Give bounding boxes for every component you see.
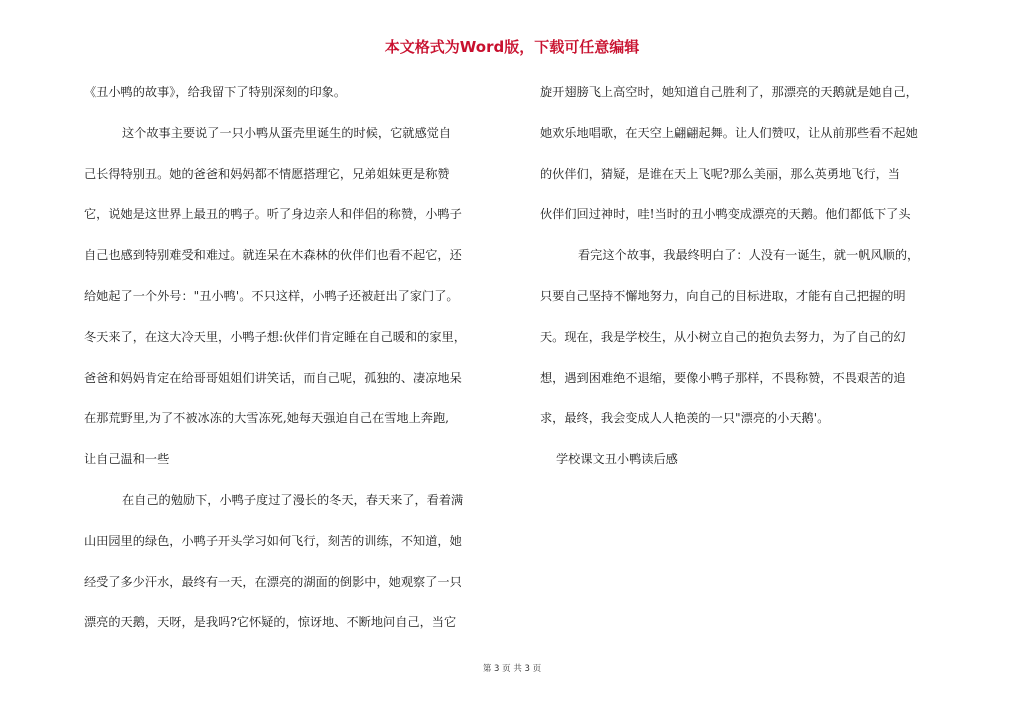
text-line: 求，最终，我会变成人人艳羡的一只"漂亮的小天鹅'。 — [540, 411, 830, 426]
text-line: 旋开翅膀飞上高空时，她知道自己胜利了，那漂亮的天鹅就是她自己， — [540, 85, 918, 99]
text-line: 爸爸和妈妈肯定在给哥哥姐姐们讲笑话，而自己呢，孤独的、凄凉地呆 — [84, 370, 462, 385]
text-line: 自己也感到特别难受和难过。就连呆在木森林的伙伴们也看不起它，还 — [84, 248, 462, 263]
text-line: 这个故事主要说了一只小鸭从蛋壳里诞生的时候，它就感觉自 — [122, 125, 452, 140]
right-text-column — [540, 78, 976, 486]
text-line: 天。现在，我是学校生，从小树立自己的抱负去努力，为了自己的幻 — [540, 329, 906, 344]
text-line: 让自己温和一些 — [84, 452, 170, 467]
text-line: 漂亮的天鹅，天呀，是我吗?它怀疑的，惊讶地、不断地问自己，当它 — [84, 615, 457, 630]
text-line: 己长得特别丑。她的爸爸和妈妈都不情愿搭理它，兄弟姐妹更是称赞 — [84, 166, 450, 181]
section-title: 学校课文丑小鸭读后感 — [556, 452, 678, 467]
text-line: 在那荒野里,为了不被冰冻的大雪冻死,她每天强迫自己在雪地上奔跑, — [84, 411, 450, 426]
text-line: 只要自己坚持不懈地努力，向自己的目标进取，才能有自己把握的明 — [540, 288, 906, 303]
text-line: 它，说她是这世界上最丑的鸭子。听了身边亲人和伴侣的称赞，小鸭子 — [84, 207, 462, 222]
text-line: 给她起了一个外号："丑小鸭'。不只这样，小鸭子还被赶出了家门了。 — [84, 288, 459, 303]
text-line: 伙伴们回过神时，哇!当时的丑小鸭变成漂亮的天鹅。他们都低下了头 — [540, 207, 911, 222]
text-line: 想，遇到困难绝不退缩，要像小鸭子那样，不畏称赞，不畏艰苦的追 — [540, 370, 906, 385]
text-line: 在自己的勉励下，小鸭子度过了漫长的冬天，春天来了，看着满 — [122, 492, 464, 507]
text-line: 她欢乐地唱歌，在天空上翩翩起舞。让人们赞叹，让从前那些看不起她 — [540, 125, 918, 140]
left-text-column — [84, 78, 516, 649]
text-line: 冬天来了，在这大冷天里，小鸭子想:伙伴们肯定睡在自己暖和的家里， — [84, 329, 466, 344]
text-line: 的伙伴们，猜疑，是谁在天上飞呢?那么美丽，那么英勇地飞行，当 — [540, 166, 900, 181]
text-line: 看完这个故事，我最终明白了：人没有一诞生，就一帆风顺的， — [578, 248, 920, 263]
document-header-title: 本文格式为Word版，下载可任意编辑 — [384, 38, 640, 56]
text-line: 经受了多少汗水，最终有一天，在漂亮的湖面的倒影中，她观察了一只 — [84, 574, 462, 589]
text-line: 《丑小鸭的故事》，给我留下了特别深刻的印象。 — [84, 85, 347, 99]
page-number: 第 3 页 共 3 页 — [482, 664, 542, 674]
text-line: 山田园里的绿色，小鸭子开头学习如何飞行，刻苦的训练，不知道，她 — [84, 533, 462, 548]
